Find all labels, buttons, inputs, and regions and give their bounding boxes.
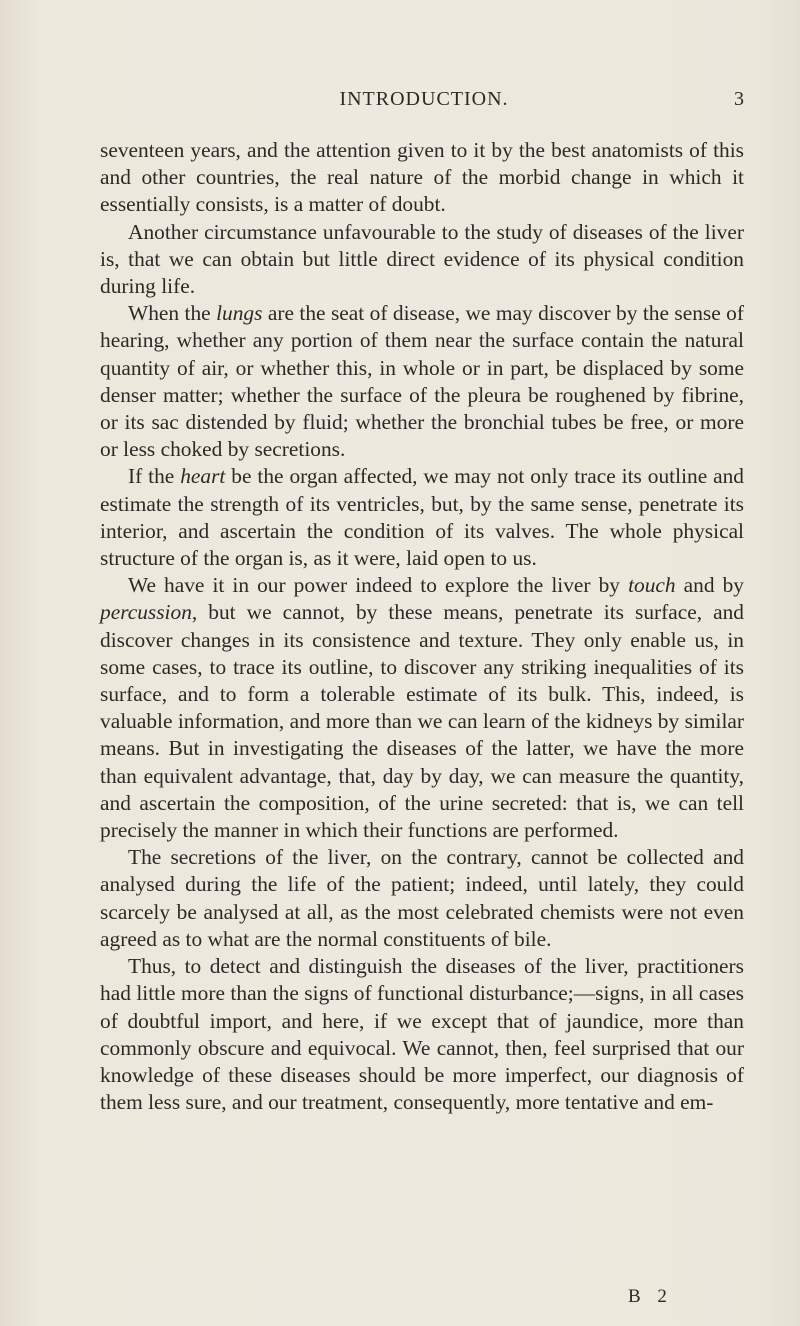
paragraph-2: Another circumstance unfavourable to the study of diseases of the liver is, that we can obtain but little direct evidence of its physical condition during life. xyxy=(100,219,744,299)
paragraph-4 xyxy=(100,463,744,572)
emphasis-percussion: percussion xyxy=(100,600,192,625)
paragraph-4-after: be the organ affected, we may not only trace its outline and estimate the strength of its ventricles, but, by the same sense, penetrate its interior, and ascertain the condition of its valves. The whole physical structure of the organ is, as it were, laid open to us. xyxy=(100,464,744,571)
paragraph-6: The secretions of the liver, on the contrary, cannot be collected and analysed during the life of the patient; indeed, until lately, they could scarcely be analysed at all, as the most celebrated chemists were not even agreed as to what are the normal constituents of bile. xyxy=(100,845,744,951)
paragraph-1: seventeen years, and the attention given to it by the best anatomists of this and other countries, the real nature of the morbid change in which it essentially consists, is a matter of doubt. xyxy=(100,138,744,217)
paragraph-5-before: We have it in our power indeed to explore the liver by xyxy=(128,573,629,598)
paragraph-7: Thus, to detect and distinguish the diseases of the liver, practitioners had little more than the signs of functional disturbance;—signs, in all cases of doubtful import, and here, if we except that of jaundice, more than commonly obscure and equivocal. We cannot, then, feel surprised that our knowledge of these diseases should be more imperfect, our diagnosis of them less sure, and our treatment, consequently, more tentative and em- xyxy=(100,954,744,1115)
page-number: 3 xyxy=(734,88,744,110)
paragraph-5-middle: and by xyxy=(675,573,744,598)
paragraph-3-before: When the xyxy=(128,301,217,326)
signature-mark: B 2 xyxy=(628,1286,673,1307)
paragraph-4-before: If the xyxy=(128,464,181,489)
paragraph-5-after: , but we cannot, by these means, penetrate its surface, and discover changes in its consistence and texture. They only enable us, in some cases, to trace its outline, to discover any striking inequalities of its surface, and to form a tolerable estimate of its bulk. This, indeed, is valuable information, and more than we can learn of the kidneys by similar means. But in investigating the diseases of the latter, we have the more than equivalent advantage, that, day by day, we can measure the quantity, and ascertain the composition, of the urine secreted: that is, we can tell precisely the manner in which their functions are performed. xyxy=(100,600,744,843)
body-text xyxy=(100,137,744,1116)
paragraph-5 xyxy=(100,572,744,844)
emphasis-lungs: lungs xyxy=(216,301,263,326)
running-head xyxy=(104,88,744,116)
running-title: INTRODUCTION. xyxy=(339,88,509,110)
paragraph-3-after: are the seat of disease, we may discover by the sense of hearing, whether any portion of them near the surface contain the natural quantity of air, or whether this, in whole or in part, be displaced by some denser matter; whether the surface of the pleura be roughened by fibrine, or its sac distended by fluid; whether the bronchial tubes be free, or more or less choked by secretions. xyxy=(100,301,744,462)
paragraph-3 xyxy=(100,300,744,463)
emphasis-heart: heart xyxy=(180,464,226,489)
emphasis-touch: touch xyxy=(628,573,676,598)
